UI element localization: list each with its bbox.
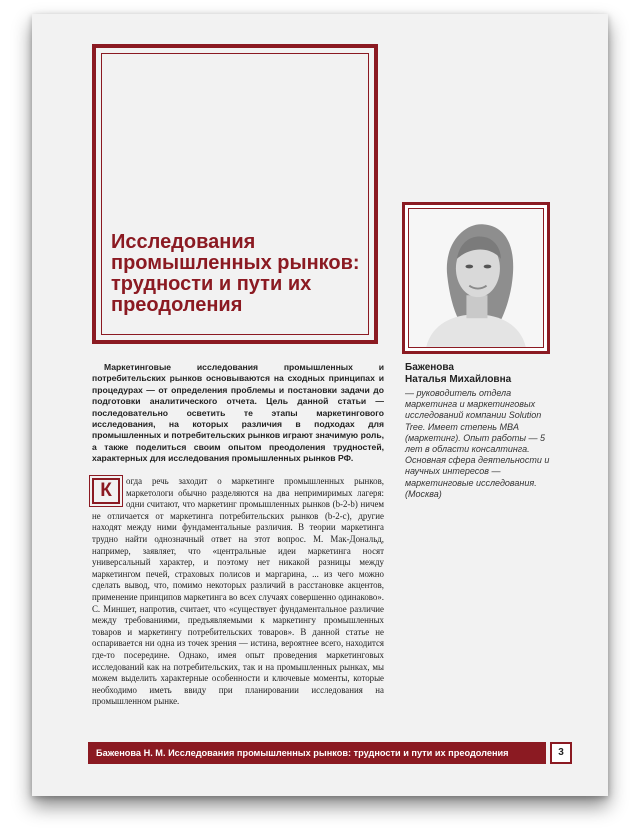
article-lead: Маркетинговые исследования промышленных и потребительских рынков основываются на сходных принципах и процедурах — от определения проблемы и постановки задачи до подготовки аналитического отчета. Цель данной статьи — последовательно осветить те этапы маркетингового исследования, на которых различия в подходах для промышленных и потребительских рынков играют значимую роль, а также поделиться своим опытом преодоления трудностей, характерных для исследования промышленных рынков РФ.	[92, 362, 384, 464]
article-body-wrapper	[92, 476, 384, 708]
portrait-image	[409, 209, 543, 347]
author-surname: Баженова	[405, 362, 454, 373]
author-bio: — руководитель отдела маркетинга и маркетинговых исследований компании Solution Tree. Имеет степень MBA (маркетинг). Опыт работы — 5 лет в области консалтинга. Основная сфера деятельности и научных интересов — маркетинговые исследования. (Москва)	[405, 388, 550, 499]
author-given-name: Наталья Михайловна	[405, 374, 512, 385]
author-photo	[408, 208, 544, 348]
drop-cap: К	[92, 478, 120, 504]
footer-citation: Баженова Н. М. Исследования промышленных рынков: трудности и пути их преодоления	[88, 742, 546, 764]
article-title: Исследования промышленных рынков: трудности и пути их преодоления	[111, 231, 360, 316]
author-photo-frame	[402, 202, 550, 354]
article-body: огда речь заходит о маркетинге промышленных рынков, маркетологи обычно разделяются на два непримиримых лагеря: одни считают, что маркетинг промышленных рынков (b-2-b) ничем не отличается от маркетинга потребительских рынков (b-2-c), другие находят между ними фундаментальные различия. В теории маркетинга трудно найти однозначный ответ на этот вопрос. М. Мак-Дональд, например, заявляет, что «центральные идеи маркетинга носят универсальный характер, и поэтому нет никакой разницы между маркетингом печей, страховых полисов и маргарина, ... из чего можно сделать вывод, что, помимо некоторых различий в расстановке акцентов, применение принципов маркетинга во всех случаях совершенно одинаково». С. Миншет, напротив, считает, что «существует фундаментальное различие между требованиями, предъявляемыми к маркетингу промышленных товаров и маркетингу потребительских товаров». В данной статье не оспаривается ни одна из точек зрения — истина, вероятнее всего, находится где-то посередине. Однако, имея опыт проведения маркетинговых исследований как на потребительских, так и на промышленных рынках, мы можем выделить характерные особенности и ключевые моменты, которые необходимо иметь ввиду при планировании исследования на промышленном рынке.	[92, 476, 384, 707]
author-info	[405, 362, 555, 500]
page-number: 3	[550, 742, 572, 764]
